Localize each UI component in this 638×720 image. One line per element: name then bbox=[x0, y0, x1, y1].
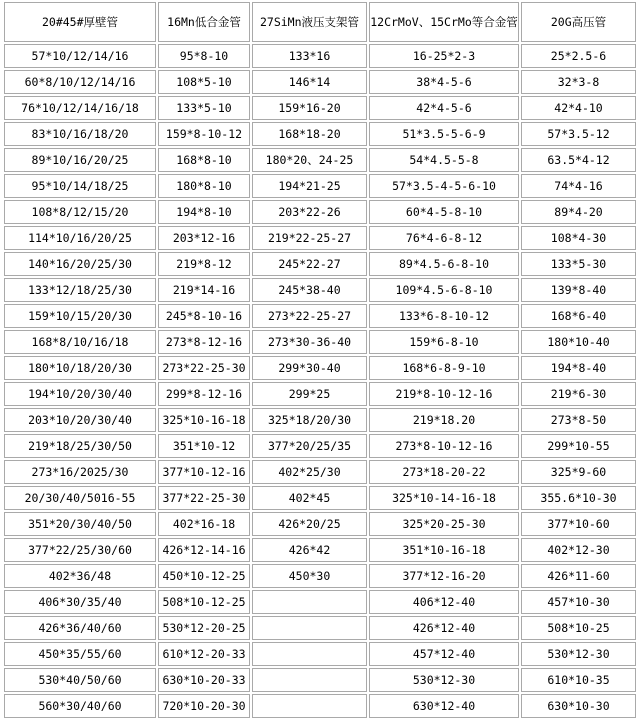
cell-thick-wall: 168*8/10/16/18 bbox=[4, 330, 156, 354]
cell-hydraulic-support bbox=[252, 642, 367, 666]
cell-hydraulic-support: 168*18-20 bbox=[252, 122, 367, 146]
table-row bbox=[4, 668, 636, 692]
cell-alloy: 273*8-10-12-16 bbox=[369, 434, 519, 458]
header-hydraulic-support-pipe: 27SiMn液压支架管 bbox=[252, 2, 367, 42]
cell-low-alloy: 377*10-12-16 bbox=[158, 460, 250, 484]
cell-hydraulic-support: 299*30-40 bbox=[252, 356, 367, 380]
cell-alloy: 325*20-25-30 bbox=[369, 512, 519, 536]
cell-hydraulic-support: 325*18/20/30 bbox=[252, 408, 367, 432]
cell-low-alloy: 351*10-12 bbox=[158, 434, 250, 458]
cell-high-pressure: 273*8-50 bbox=[521, 408, 636, 432]
cell-low-alloy: 610*12-20-33 bbox=[158, 642, 250, 666]
header-thick-wall-pipe: 20#45#厚壁管 bbox=[4, 2, 156, 42]
cell-thick-wall: 426*36/40/60 bbox=[4, 616, 156, 640]
cell-hydraulic-support: 159*16-20 bbox=[252, 96, 367, 120]
cell-hydraulic-support bbox=[252, 590, 367, 614]
cell-hydraulic-support: 426*20/25 bbox=[252, 512, 367, 536]
table-row bbox=[4, 616, 636, 640]
cell-high-pressure: 57*3.5-12 bbox=[521, 122, 636, 146]
cell-alloy: 16-25*2-3 bbox=[369, 44, 519, 68]
cell-thick-wall: 402*36/48 bbox=[4, 564, 156, 588]
cell-alloy: 406*12-40 bbox=[369, 590, 519, 614]
table-row bbox=[4, 96, 636, 120]
cell-hydraulic-support: 402*45 bbox=[252, 486, 367, 510]
cell-low-alloy: 245*8-10-16 bbox=[158, 304, 250, 328]
cell-high-pressure: 108*4-30 bbox=[521, 226, 636, 250]
cell-high-pressure: 299*10-55 bbox=[521, 434, 636, 458]
cell-high-pressure: 219*6-30 bbox=[521, 382, 636, 406]
table-row bbox=[4, 434, 636, 458]
cell-low-alloy: 530*12-20-25 bbox=[158, 616, 250, 640]
cell-high-pressure: 74*4-16 bbox=[521, 174, 636, 198]
table-row bbox=[4, 408, 636, 432]
table-row bbox=[4, 538, 636, 562]
cell-low-alloy: 95*8-10 bbox=[158, 44, 250, 68]
cell-hydraulic-support: 273*22-25-27 bbox=[252, 304, 367, 328]
table-row bbox=[4, 148, 636, 172]
header-high-pressure-pipe: 20G高压管 bbox=[521, 2, 636, 42]
table-row bbox=[4, 564, 636, 588]
table-row bbox=[4, 70, 636, 94]
table-row bbox=[4, 278, 636, 302]
cell-alloy: 57*3.5-4-5-6-10 bbox=[369, 174, 519, 198]
cell-high-pressure: 139*8-40 bbox=[521, 278, 636, 302]
cell-alloy: 168*6-8-9-10 bbox=[369, 356, 519, 380]
cell-hydraulic-support: 245*38-40 bbox=[252, 278, 367, 302]
cell-high-pressure: 402*12-30 bbox=[521, 538, 636, 562]
cell-thick-wall: 203*10/20/30/40 bbox=[4, 408, 156, 432]
cell-alloy: 457*12-40 bbox=[369, 642, 519, 666]
table-row bbox=[4, 590, 636, 614]
cell-alloy: 133*6-8-10-12 bbox=[369, 304, 519, 328]
cell-alloy: 54*4.5-5-8 bbox=[369, 148, 519, 172]
table-row bbox=[4, 44, 636, 68]
cell-low-alloy: 133*5-10 bbox=[158, 96, 250, 120]
cell-high-pressure: 194*8-40 bbox=[521, 356, 636, 380]
cell-alloy: 426*12-40 bbox=[369, 616, 519, 640]
cell-thick-wall: 140*16/20/25/30 bbox=[4, 252, 156, 276]
cell-low-alloy: 402*16-18 bbox=[158, 512, 250, 536]
cell-thick-wall: 95*10/14/18/25 bbox=[4, 174, 156, 198]
cell-alloy: 60*4-5-8-10 bbox=[369, 200, 519, 224]
cell-alloy: 377*12-16-20 bbox=[369, 564, 519, 588]
header-alloy-pipe: 12CrMoV、15CrMo等合金管 bbox=[369, 2, 519, 42]
cell-high-pressure: 180*10-40 bbox=[521, 330, 636, 354]
cell-hydraulic-support: 219*22-25-27 bbox=[252, 226, 367, 250]
cell-thick-wall: 76*10/12/14/16/18 bbox=[4, 96, 156, 120]
cell-alloy: 630*12-40 bbox=[369, 694, 519, 718]
cell-high-pressure: 32*3-8 bbox=[521, 70, 636, 94]
table-row bbox=[4, 226, 636, 250]
cell-hydraulic-support: 273*30-36-40 bbox=[252, 330, 367, 354]
cell-high-pressure: 426*11-60 bbox=[521, 564, 636, 588]
cell-thick-wall: 219*18/25/30/50 bbox=[4, 434, 156, 458]
cell-high-pressure: 89*4-20 bbox=[521, 200, 636, 224]
cell-low-alloy: 325*10-16-18 bbox=[158, 408, 250, 432]
cell-low-alloy: 299*8-12-16 bbox=[158, 382, 250, 406]
cell-low-alloy: 450*10-12-25 bbox=[158, 564, 250, 588]
cell-low-alloy: 159*8-10-12 bbox=[158, 122, 250, 146]
cell-low-alloy: 108*5-10 bbox=[158, 70, 250, 94]
cell-thick-wall: 450*35/55/60 bbox=[4, 642, 156, 666]
cell-thick-wall: 560*30/40/60 bbox=[4, 694, 156, 718]
table-row bbox=[4, 122, 636, 146]
cell-alloy: 38*4-5-6 bbox=[369, 70, 519, 94]
cell-hydraulic-support: 299*25 bbox=[252, 382, 367, 406]
cell-thick-wall: 180*10/18/20/30 bbox=[4, 356, 156, 380]
cell-thick-wall: 159*10/15/20/30 bbox=[4, 304, 156, 328]
cell-alloy: 273*18-20-22 bbox=[369, 460, 519, 484]
cell-hydraulic-support: 194*21-25 bbox=[252, 174, 367, 198]
cell-hydraulic-support: 426*42 bbox=[252, 538, 367, 562]
table-row bbox=[4, 174, 636, 198]
cell-low-alloy: 377*22-25-30 bbox=[158, 486, 250, 510]
cell-low-alloy: 630*10-20-33 bbox=[158, 668, 250, 692]
cell-thick-wall: 20/30/40/5016-55 bbox=[4, 486, 156, 510]
table-row bbox=[4, 252, 636, 276]
cell-hydraulic-support: 146*14 bbox=[252, 70, 367, 94]
cell-thick-wall: 530*40/50/60 bbox=[4, 668, 156, 692]
cell-hydraulic-support: 133*16 bbox=[252, 44, 367, 68]
cell-low-alloy: 273*8-12-16 bbox=[158, 330, 250, 354]
table-body bbox=[4, 44, 636, 718]
cell-high-pressure: 168*6-40 bbox=[521, 304, 636, 328]
cell-thick-wall: 377*22/25/30/60 bbox=[4, 538, 156, 562]
cell-high-pressure: 133*5-30 bbox=[521, 252, 636, 276]
cell-thick-wall: 57*10/12/14/16 bbox=[4, 44, 156, 68]
cell-thick-wall: 114*10/16/20/25 bbox=[4, 226, 156, 250]
cell-low-alloy: 219*8-12 bbox=[158, 252, 250, 276]
cell-alloy: 325*10-14-16-18 bbox=[369, 486, 519, 510]
table-row bbox=[4, 486, 636, 510]
table-row bbox=[4, 330, 636, 354]
cell-high-pressure: 355.6*10-30 bbox=[521, 486, 636, 510]
cell-alloy: 51*3.5-5-6-9 bbox=[369, 122, 519, 146]
cell-high-pressure: 377*10-60 bbox=[521, 512, 636, 536]
cell-thick-wall: 133*12/18/25/30 bbox=[4, 278, 156, 302]
cell-thick-wall: 194*10/20/30/40 bbox=[4, 382, 156, 406]
cell-high-pressure: 63.5*4-12 bbox=[521, 148, 636, 172]
cell-hydraulic-support: 203*22-26 bbox=[252, 200, 367, 224]
cell-low-alloy: 720*10-20-30 bbox=[158, 694, 250, 718]
cell-high-pressure: 325*9-60 bbox=[521, 460, 636, 484]
table-row bbox=[4, 694, 636, 718]
cell-hydraulic-support: 245*22-27 bbox=[252, 252, 367, 276]
cell-thick-wall: 83*10/16/18/20 bbox=[4, 122, 156, 146]
table-row bbox=[4, 512, 636, 536]
cell-thick-wall: 273*16/2025/30 bbox=[4, 460, 156, 484]
cell-high-pressure: 42*4-10 bbox=[521, 96, 636, 120]
cell-alloy: 109*4.5-6-8-10 bbox=[369, 278, 519, 302]
table-row bbox=[4, 460, 636, 484]
cell-low-alloy: 180*8-10 bbox=[158, 174, 250, 198]
cell-alloy: 89*4.5-6-8-10 bbox=[369, 252, 519, 276]
cell-alloy: 351*10-16-18 bbox=[369, 538, 519, 562]
cell-thick-wall: 406*30/35/40 bbox=[4, 590, 156, 614]
cell-thick-wall: 60*8/10/12/14/16 bbox=[4, 70, 156, 94]
table-row bbox=[4, 200, 636, 224]
cell-high-pressure: 530*12-30 bbox=[521, 642, 636, 666]
cell-thick-wall: 89*10/16/20/25 bbox=[4, 148, 156, 172]
cell-low-alloy: 168*8-10 bbox=[158, 148, 250, 172]
cell-high-pressure: 457*10-30 bbox=[521, 590, 636, 614]
cell-hydraulic-support: 180*20、24-25 bbox=[252, 148, 367, 172]
cell-low-alloy: 203*12-16 bbox=[158, 226, 250, 250]
cell-low-alloy: 273*22-25-30 bbox=[158, 356, 250, 380]
table-row bbox=[4, 382, 636, 406]
cell-alloy: 219*8-10-12-16 bbox=[369, 382, 519, 406]
cell-hydraulic-support: 402*25/30 bbox=[252, 460, 367, 484]
cell-alloy: 159*6-8-10 bbox=[369, 330, 519, 354]
cell-low-alloy: 194*8-10 bbox=[158, 200, 250, 224]
cell-hydraulic-support bbox=[252, 668, 367, 692]
cell-high-pressure: 25*2.5-6 bbox=[521, 44, 636, 68]
cell-alloy: 76*4-6-8-12 bbox=[369, 226, 519, 250]
cell-high-pressure: 630*10-30 bbox=[521, 694, 636, 718]
table-row bbox=[4, 642, 636, 666]
cell-alloy: 219*18.20 bbox=[369, 408, 519, 432]
table-row bbox=[4, 356, 636, 380]
cell-high-pressure: 508*10-25 bbox=[521, 616, 636, 640]
header-low-alloy-pipe: 16Mn低合金管 bbox=[158, 2, 250, 42]
cell-hydraulic-support: 377*20/25/35 bbox=[252, 434, 367, 458]
cell-hydraulic-support bbox=[252, 694, 367, 718]
table-row bbox=[4, 304, 636, 328]
pipe-spec-table bbox=[2, 0, 638, 720]
cell-thick-wall: 108*8/12/15/20 bbox=[4, 200, 156, 224]
cell-alloy: 42*4-5-6 bbox=[369, 96, 519, 120]
cell-low-alloy: 426*12-14-16 bbox=[158, 538, 250, 562]
cell-thick-wall: 351*20/30/40/50 bbox=[4, 512, 156, 536]
cell-high-pressure: 610*10-35 bbox=[521, 668, 636, 692]
cell-hydraulic-support: 450*30 bbox=[252, 564, 367, 588]
cell-low-alloy: 508*10-12-25 bbox=[158, 590, 250, 614]
cell-low-alloy: 219*14-16 bbox=[158, 278, 250, 302]
cell-alloy: 530*12-30 bbox=[369, 668, 519, 692]
cell-hydraulic-support bbox=[252, 616, 367, 640]
header-row bbox=[4, 2, 636, 42]
